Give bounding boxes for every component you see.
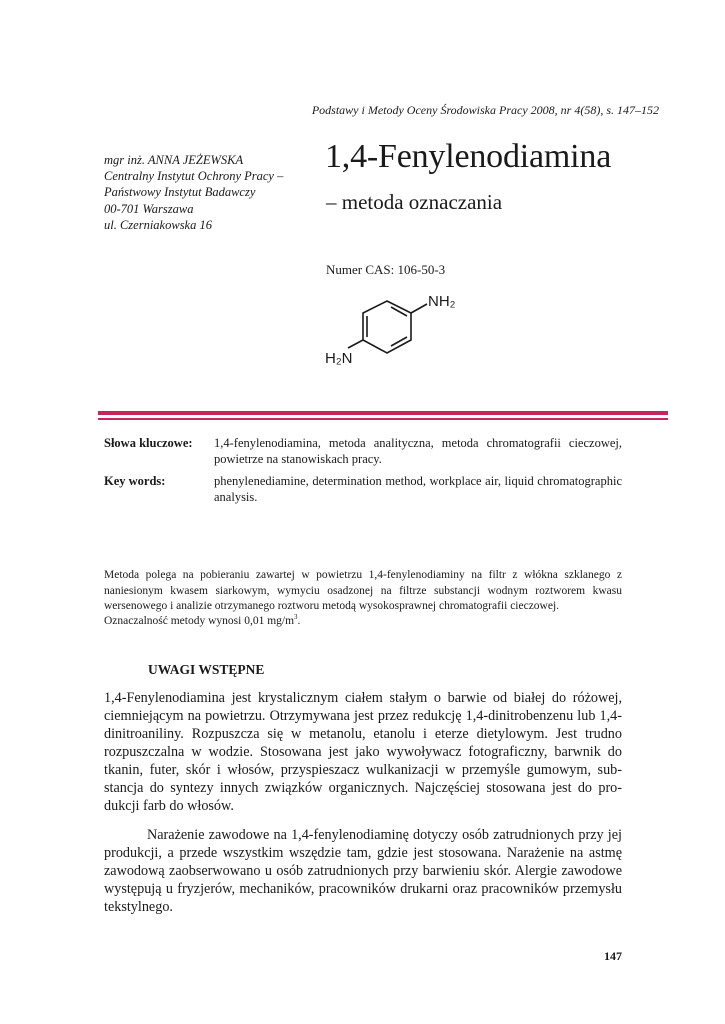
section-heading: UWAGI WSTĘPNE bbox=[148, 662, 265, 677]
author-block bbox=[104, 152, 304, 233]
detection-limit bbox=[104, 615, 300, 627]
chemical-structure-diagram bbox=[324, 283, 472, 369]
keywords-polish-label: Słowa kluczowe: bbox=[104, 436, 193, 450]
author-affiliation: Centralny Instytut Ochrony Pracy – bbox=[104, 169, 284, 184]
benzene-double-bond-2 bbox=[391, 337, 407, 346]
divider-thick bbox=[98, 411, 668, 415]
detection-limit-exponent: 3 bbox=[294, 613, 298, 622]
top-amine-label: NH₂ bbox=[428, 293, 456, 310]
paper-title: 1,4-Fenylenodiamina bbox=[325, 138, 612, 175]
detection-limit-text: Oznaczalność metody wynosi 0,01 mg/m bbox=[104, 615, 295, 627]
keywords-english-text: phenylenediamine, determination method, workplace air, liquid chromatographic analysis. bbox=[214, 474, 622, 504]
paper-subtitle: – metoda oznaczania bbox=[326, 190, 503, 214]
keywords-english-label: Key words: bbox=[104, 474, 166, 488]
author-postcode: 00-701 Warszawa bbox=[104, 201, 194, 216]
journal-citation: Podstawy i Metody Oceny Środowiska Pracy 2008, nr 4(58), s. 147–152 bbox=[311, 103, 659, 117]
benzene-ring bbox=[363, 301, 411, 353]
author-name: mgr inż. ANNA JEŻEWSKA bbox=[104, 153, 244, 167]
author-street: ul. Czerniakowska 16 bbox=[104, 217, 212, 232]
abstract: Metoda polega na pobieraniu zawartej w powietrzu 1,4-fenylenodiaminy na filtr z włókna szklanego z naniesionym kwasem siarkowym, wymyciu osadzonej na filtrze substancji wodnym roztworem kwasu wersenowego i analizie otrzymanego roztworu metodą wysokosprawnej chromatografii cieczowej. bbox=[104, 569, 622, 612]
benzene-double-bond-1 bbox=[391, 307, 407, 316]
keywords-polish-text: 1,4-fenylenodiamina, metoda analityczna, metoda chromatografii cieczowej, powietrze na stanowiskach pracy. bbox=[214, 436, 622, 466]
detection-limit-period: . bbox=[297, 615, 301, 627]
author-affiliation-2: Państwowy Instytut Badawczy bbox=[104, 185, 256, 200]
body-paragraph-2: Narażenie zawodowe na 1,4-fenylenodiaminę dotyczy osób zatrudnionych przy jej produkcji, a przede wszystkim wszędzie tam, gdzie jest stosowana. Narażenie na astmę zawodową zaobserwowano u osób zatrudnionych przy barwieniu skór. Alergie zawodowe występują u fryzjerów, mechaników, pracowników drukarni oraz pracowników przemysłu tekstylnego. bbox=[104, 827, 622, 915]
bond-to-top-amine bbox=[411, 304, 427, 313]
divider-thin bbox=[98, 418, 668, 420]
bottom-amine-label: H₂N bbox=[325, 350, 353, 367]
keywords-english bbox=[104, 473, 622, 505]
bond-to-bottom-amine bbox=[348, 340, 363, 348]
cas-number: Numer CAS: 106-50-3 bbox=[326, 262, 446, 277]
keywords-polish bbox=[104, 435, 622, 467]
body-paragraph-1: 1,4-Fenylenodiamina jest krystalicznym ciałem stałym o barwie od białej do różowej, ciemniejącym na powietrzu. Otrzymywana jest przez redukcję 1,4-dinitrobenzenu lub 1,4-dinitroaniliny. Rozpuszcza się w metanolu, etanolu i eterze dietylowym. Jest trudno rozpuszczalna w wodzie. Stosowana jest jako wywoływacz fotograficzny, barwnik do tkanin, futer, skór i włosów, przyspieszacz wulkanizacji w przemyśle gumowym, substancja do syntezy innych związków organicznych. Najczęściej stosowana jest do produkcji farb do włosów. bbox=[104, 690, 622, 814]
page-number: 147 bbox=[604, 949, 622, 963]
